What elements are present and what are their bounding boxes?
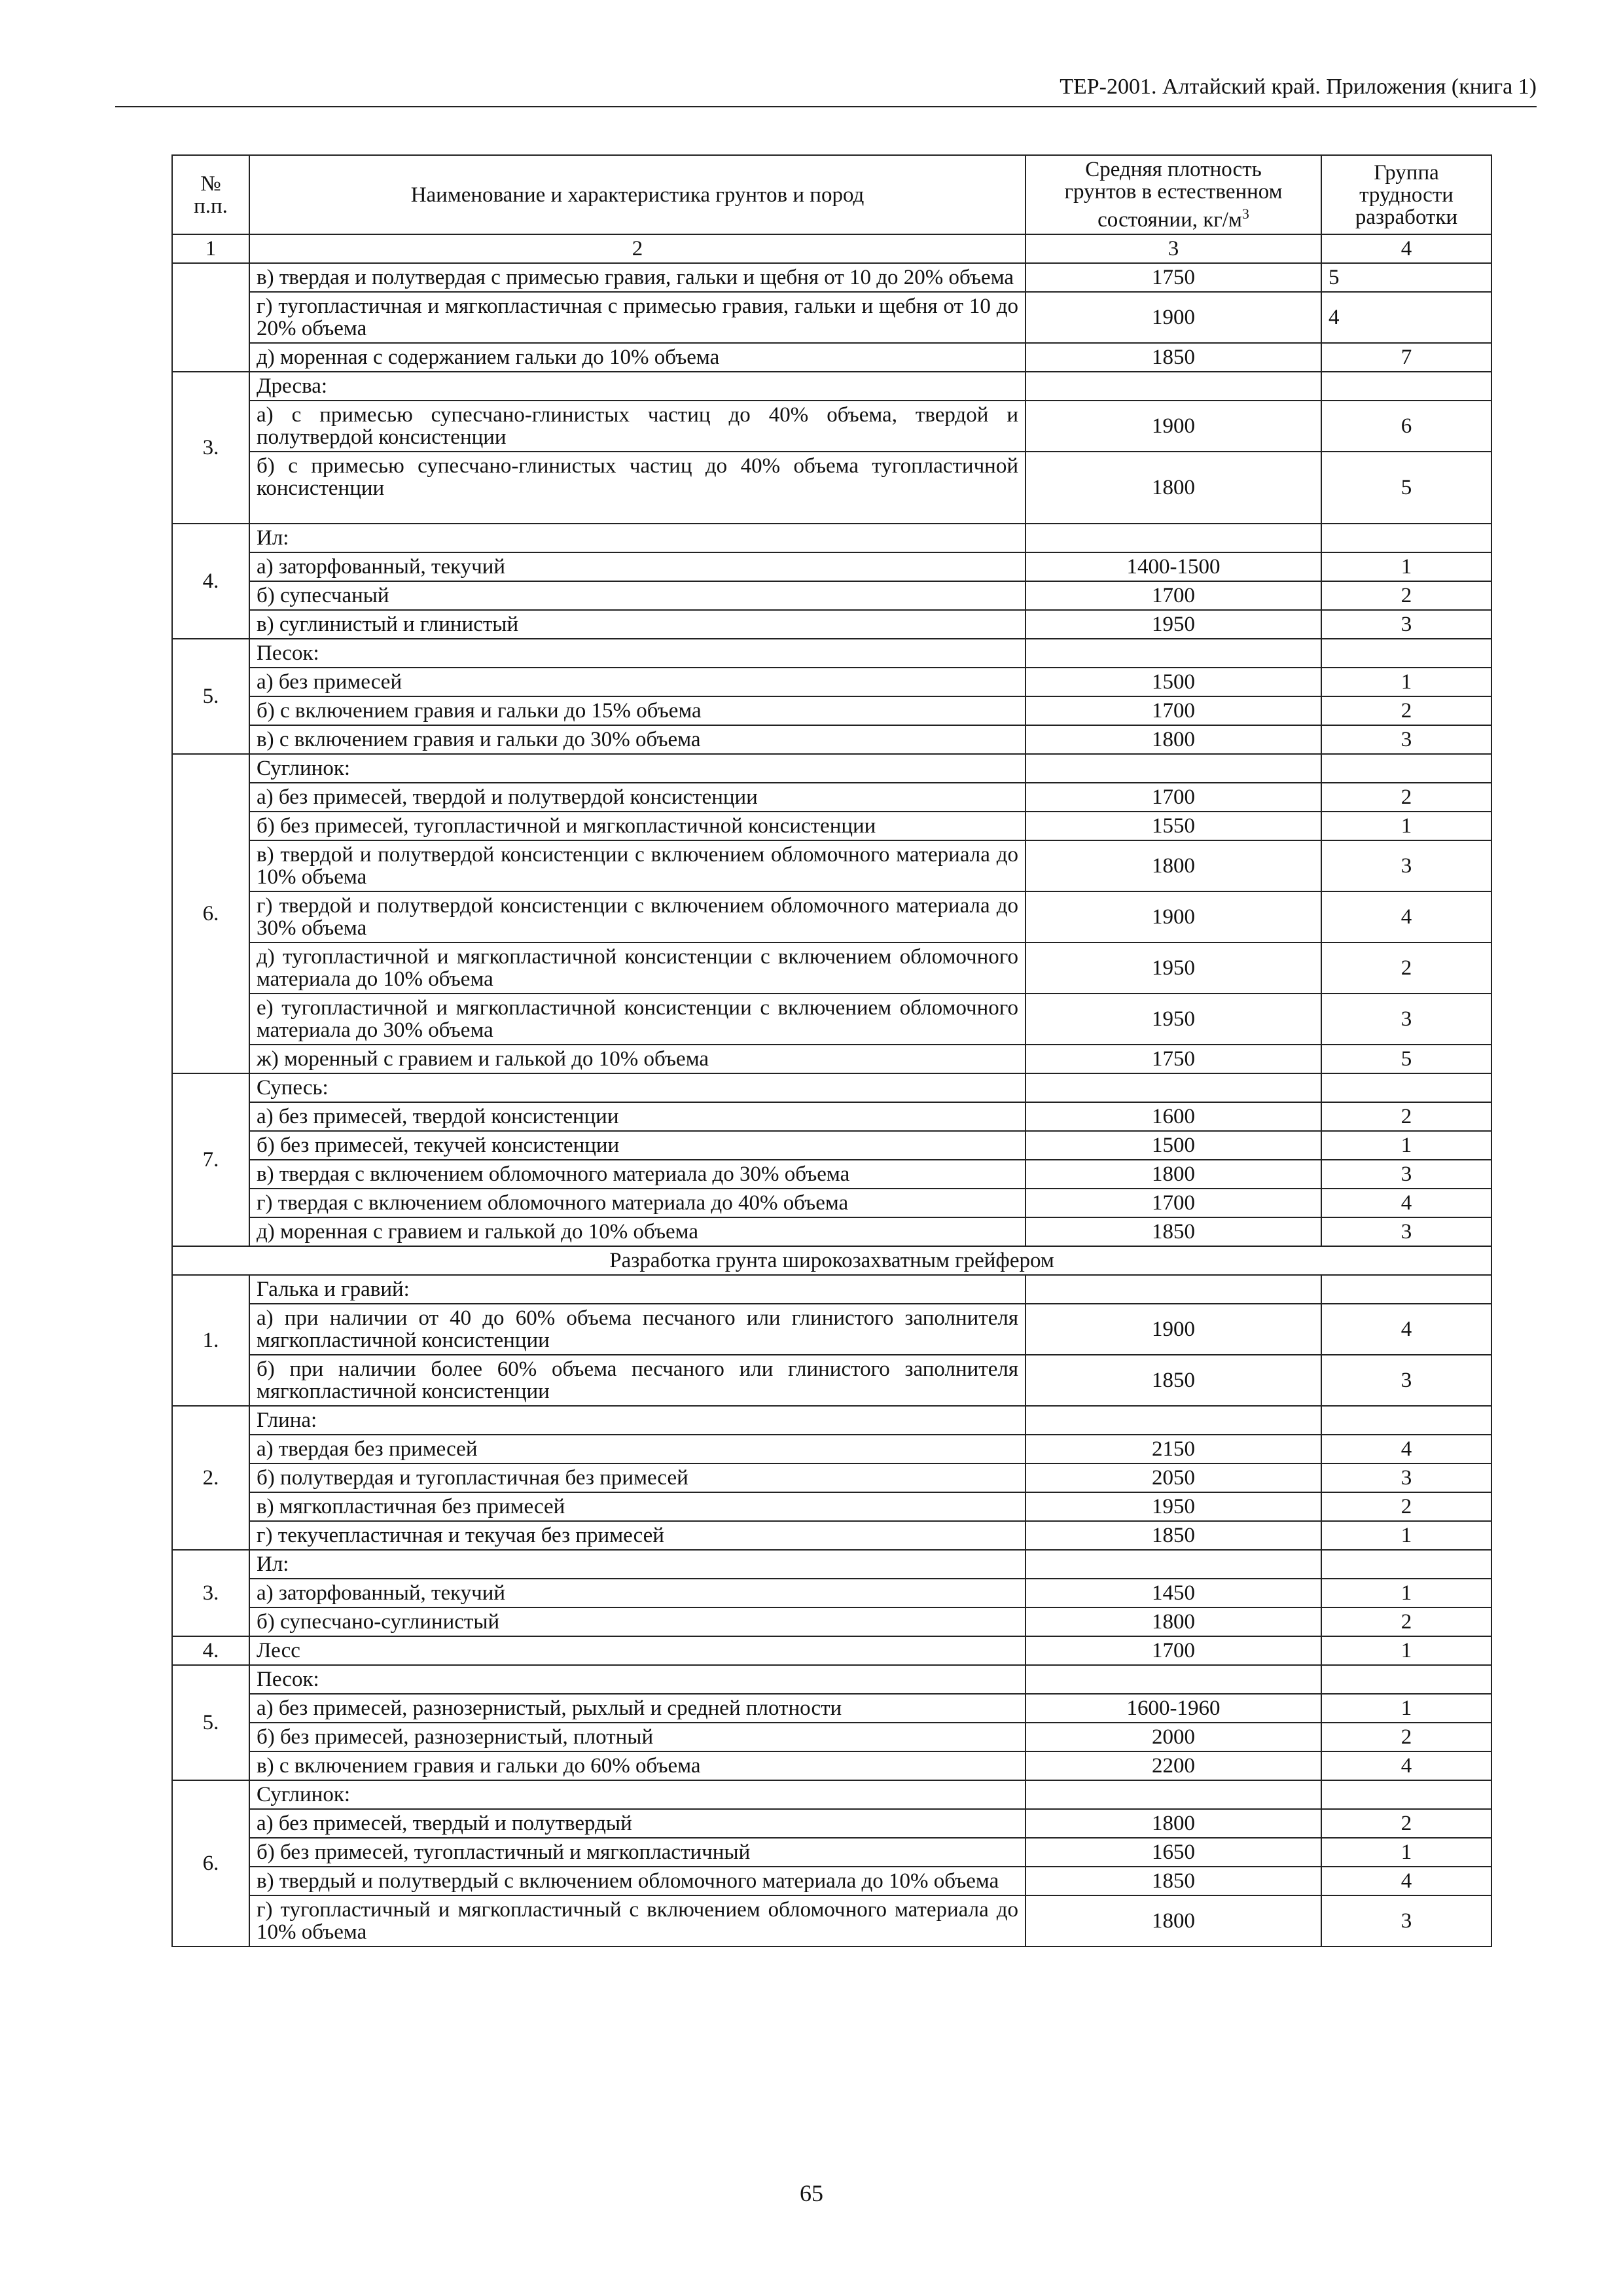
difficulty-group: 1 bbox=[1321, 552, 1491, 581]
difficulty-group: 1 bbox=[1321, 1838, 1491, 1867]
difficulty-group: 2 bbox=[1321, 783, 1491, 812]
density-value: 1700 bbox=[1026, 696, 1321, 725]
density-value: 1850 bbox=[1026, 1867, 1321, 1895]
soil-description: в) с включением гравия и гальки до 60% объема bbox=[249, 1751, 1026, 1780]
difficulty-group: 5 bbox=[1321, 1045, 1491, 1073]
difficulty-group: 1 bbox=[1321, 812, 1491, 840]
table-row bbox=[172, 1579, 1491, 1607]
soil-description: а) без примесей, твердый и полутвердый bbox=[249, 1809, 1026, 1838]
group-empty bbox=[1321, 1665, 1491, 1694]
density-value: 1750 bbox=[1026, 1045, 1321, 1073]
soil-category-heading: Дресва: bbox=[249, 372, 1026, 401]
density-value: 1700 bbox=[1026, 1189, 1321, 1217]
density-value: 1850 bbox=[1026, 1355, 1321, 1406]
table-row bbox=[172, 263, 1491, 292]
difficulty-group: 1 bbox=[1321, 1579, 1491, 1607]
column-number-2: 2 bbox=[249, 234, 1026, 263]
table-row bbox=[172, 610, 1491, 639]
difficulty-group: 4 bbox=[1321, 1189, 1491, 1217]
density-value: 1400-1500 bbox=[1026, 552, 1321, 581]
table-header-row bbox=[172, 155, 1491, 234]
soil-category-heading: Песок: bbox=[249, 639, 1026, 668]
table-row bbox=[172, 1809, 1491, 1838]
table-row bbox=[172, 725, 1491, 754]
density-value: 1850 bbox=[1026, 1521, 1321, 1550]
column-header-number-line1: № bbox=[200, 171, 221, 196]
density-empty bbox=[1026, 1550, 1321, 1579]
soil-category-heading: Суглинок: bbox=[249, 754, 1026, 783]
density-value: 1700 bbox=[1026, 581, 1321, 610]
group-empty bbox=[1321, 1550, 1491, 1579]
table-row bbox=[172, 1751, 1491, 1780]
soil-description: г) тугопластичная и мягкопластичная с примесью гравия, гальки и щебня от 10 до 20% объема bbox=[249, 292, 1026, 343]
density-unit-text: состоянии, кг/м bbox=[1097, 208, 1242, 232]
row-number: 3. bbox=[172, 1550, 249, 1636]
density-value: 1700 bbox=[1026, 783, 1321, 812]
density-value: 1950 bbox=[1026, 942, 1321, 994]
table-row bbox=[172, 1102, 1491, 1131]
density-value: 1600-1960 bbox=[1026, 1694, 1321, 1723]
soil-description: в) мягкопластичная без примесей bbox=[249, 1492, 1026, 1521]
column-header-group bbox=[1321, 155, 1491, 234]
table-row bbox=[172, 994, 1491, 1045]
table-row bbox=[172, 1492, 1491, 1521]
difficulty-group: 2 bbox=[1321, 1723, 1491, 1751]
group-heading-row bbox=[172, 524, 1491, 552]
table-row bbox=[172, 1217, 1491, 1246]
column-header-density-line1: Средняя плотность bbox=[1085, 158, 1262, 181]
difficulty-group: 3 bbox=[1321, 725, 1491, 754]
column-header-density bbox=[1026, 155, 1321, 234]
difficulty-group: 5 bbox=[1321, 263, 1491, 292]
soil-category-heading: Песок: bbox=[249, 1665, 1026, 1694]
density-empty bbox=[1026, 524, 1321, 552]
density-value: 1950 bbox=[1026, 1492, 1321, 1521]
group-empty bbox=[1321, 1073, 1491, 1102]
density-value: 1900 bbox=[1026, 1304, 1321, 1355]
soil-density-table bbox=[171, 154, 1492, 1947]
group-heading-row bbox=[172, 1275, 1491, 1304]
soil-description: в) твердая с включением обломочного материала до 30% объема bbox=[249, 1160, 1026, 1189]
density-value: 1800 bbox=[1026, 840, 1321, 891]
row-number bbox=[172, 263, 249, 372]
table-row bbox=[172, 1723, 1491, 1751]
density-value: 1800 bbox=[1026, 452, 1321, 524]
difficulty-group: 6 bbox=[1321, 401, 1491, 452]
soil-description: д) моренная с содержанием гальки до 10% объема bbox=[249, 343, 1026, 372]
column-header-density-line3 bbox=[1033, 203, 1314, 231]
difficulty-group: 3 bbox=[1321, 1895, 1491, 1946]
row-number: 1. bbox=[172, 1275, 249, 1406]
table-row bbox=[172, 1189, 1491, 1217]
table-row bbox=[172, 812, 1491, 840]
row-number: 5. bbox=[172, 639, 249, 754]
soil-description: ж) моренный с гравием и галькой до 10% объема bbox=[249, 1045, 1026, 1073]
group-heading-row bbox=[172, 1665, 1491, 1694]
table-row bbox=[172, 1131, 1491, 1160]
group-heading-row bbox=[172, 1780, 1491, 1809]
group-heading-row bbox=[172, 1406, 1491, 1435]
difficulty-group: 2 bbox=[1321, 1102, 1491, 1131]
density-value: 1500 bbox=[1026, 668, 1321, 696]
soil-description: б) с примесью супесчано-глинистых частиц до 40% объема тугопластичной консистенции bbox=[249, 452, 1026, 524]
difficulty-group: 1 bbox=[1321, 1694, 1491, 1723]
page-number: 65 bbox=[800, 2180, 823, 2206]
row-number: 7. bbox=[172, 1073, 249, 1246]
table-row bbox=[172, 1521, 1491, 1550]
difficulty-group: 2 bbox=[1321, 1607, 1491, 1636]
column-header-group-line2: трудности bbox=[1359, 183, 1454, 207]
column-header-number-line2: п.п. bbox=[194, 194, 228, 218]
table-row bbox=[172, 343, 1491, 372]
soil-description: б) с включением гравия и гальки до 15% объема bbox=[249, 696, 1026, 725]
table-row bbox=[172, 552, 1491, 581]
group-heading-row bbox=[172, 754, 1491, 783]
row-number: 4. bbox=[172, 1636, 249, 1665]
soil-category-heading: Галька и гравий: bbox=[249, 1275, 1026, 1304]
difficulty-group: 4 bbox=[1321, 1435, 1491, 1463]
difficulty-group: 3 bbox=[1321, 1160, 1491, 1189]
soil-description: г) тугопластичный и мягкопластичный с включением обломочного материала до 10% объема bbox=[249, 1895, 1026, 1946]
density-value: 1700 bbox=[1026, 1636, 1321, 1665]
column-header-group-line1: Группа bbox=[1374, 160, 1439, 185]
column-number-1: 1 bbox=[172, 234, 249, 263]
column-header-number bbox=[172, 155, 249, 234]
density-value: 1950 bbox=[1026, 610, 1321, 639]
table-row bbox=[172, 1045, 1491, 1073]
group-empty bbox=[1321, 1275, 1491, 1304]
soil-description: г) твердой и полутвердой консистенции с включением обломочного материала до 30% объема bbox=[249, 891, 1026, 942]
density-value: 1800 bbox=[1026, 1160, 1321, 1189]
running-header: ТЕР-2001. Алтайский край. Приложения (книга 1) bbox=[115, 73, 1537, 107]
soil-category-heading: Ил: bbox=[249, 524, 1026, 552]
soil-description: в) твердый и полутвердый с включением обломочного материала до 10% объема bbox=[249, 1867, 1026, 1895]
table-row bbox=[172, 401, 1491, 452]
difficulty-group: 4 bbox=[1321, 1751, 1491, 1780]
row-number: 2. bbox=[172, 1406, 249, 1550]
difficulty-group: 4 bbox=[1321, 1304, 1491, 1355]
table-row bbox=[172, 1636, 1491, 1665]
row-number: 6. bbox=[172, 1780, 249, 1946]
difficulty-group: 3 bbox=[1321, 1355, 1491, 1406]
soil-description: б) без примесей, тугопластичный и мягкопластичный bbox=[249, 1838, 1026, 1867]
density-value: 1450 bbox=[1026, 1579, 1321, 1607]
difficulty-group: 2 bbox=[1321, 696, 1491, 725]
column-header-group-line3: разработки bbox=[1355, 205, 1458, 229]
soil-category-heading: Ил: bbox=[249, 1550, 1026, 1579]
soil-category-heading: Супесь: bbox=[249, 1073, 1026, 1102]
column-number-3: 3 bbox=[1026, 234, 1321, 263]
soil-description: а) без примесей, твердой и полутвердой консистенции bbox=[249, 783, 1026, 812]
difficulty-group: 3 bbox=[1321, 1217, 1491, 1246]
table-row bbox=[172, 1694, 1491, 1723]
soil-description: в) твердой и полутвердой консистенции с включением обломочного материала до 10% объема bbox=[249, 840, 1026, 891]
difficulty-group: 3 bbox=[1321, 994, 1491, 1045]
column-header-name: Наименование и характеристика грунтов и пород bbox=[249, 155, 1026, 234]
soil-description: б) без примесей, текучей консистенции bbox=[249, 1131, 1026, 1160]
density-value: 1900 bbox=[1026, 401, 1321, 452]
soil-description: г) твердая с включением обломочного материала до 40% объема bbox=[249, 1189, 1026, 1217]
group-empty bbox=[1321, 1780, 1491, 1809]
density-empty bbox=[1026, 1406, 1321, 1435]
table-row bbox=[172, 891, 1491, 942]
density-value: 2200 bbox=[1026, 1751, 1321, 1780]
density-value: 1500 bbox=[1026, 1131, 1321, 1160]
soil-description: б) супесчано-суглинистый bbox=[249, 1607, 1026, 1636]
difficulty-group: 2 bbox=[1321, 581, 1491, 610]
table-row bbox=[172, 668, 1491, 696]
density-value: 1800 bbox=[1026, 1895, 1321, 1946]
group-heading-row bbox=[172, 1550, 1491, 1579]
table-row bbox=[172, 292, 1491, 343]
difficulty-group: 7 bbox=[1321, 343, 1491, 372]
row-number: 5. bbox=[172, 1665, 249, 1780]
table-row bbox=[172, 1355, 1491, 1406]
table-row bbox=[172, 581, 1491, 610]
soil-description: б) без примесей, тугопластичной и мягкопластичной консистенции bbox=[249, 812, 1026, 840]
column-number-4: 4 bbox=[1321, 234, 1491, 263]
difficulty-group: 2 bbox=[1321, 1492, 1491, 1521]
table-row bbox=[172, 942, 1491, 994]
density-empty bbox=[1026, 754, 1321, 783]
density-value: 1800 bbox=[1026, 1607, 1321, 1636]
group-heading-row bbox=[172, 372, 1491, 401]
table-row bbox=[172, 452, 1491, 524]
table-row bbox=[172, 1867, 1491, 1895]
difficulty-group: 5 bbox=[1321, 452, 1491, 524]
density-empty bbox=[1026, 1665, 1321, 1694]
density-empty bbox=[1026, 639, 1321, 668]
difficulty-group: 4 bbox=[1321, 292, 1491, 343]
table-row bbox=[172, 1304, 1491, 1355]
table-row bbox=[172, 1435, 1491, 1463]
group-empty bbox=[1321, 372, 1491, 401]
soil-description: б) полутвердая и тугопластичная без примесей bbox=[249, 1463, 1026, 1492]
difficulty-group: 4 bbox=[1321, 891, 1491, 942]
density-value: 1850 bbox=[1026, 343, 1321, 372]
density-value: 1600 bbox=[1026, 1102, 1321, 1131]
soil-description: д) моренная с гравием и галькой до 10% объема bbox=[249, 1217, 1026, 1246]
section-heading: Разработка грунта широкозахватным грейфером bbox=[172, 1246, 1491, 1275]
table-row bbox=[172, 1463, 1491, 1492]
soil-description: а) с примесью супесчано-глинистых частиц до 40% объема, твердой и полутвердой консистенции bbox=[249, 401, 1026, 452]
density-value: 1550 bbox=[1026, 812, 1321, 840]
group-empty bbox=[1321, 1406, 1491, 1435]
difficulty-group: 2 bbox=[1321, 942, 1491, 994]
density-value: 1950 bbox=[1026, 994, 1321, 1045]
density-value: 1850 bbox=[1026, 1217, 1321, 1246]
group-empty bbox=[1321, 639, 1491, 668]
column-numbers-row bbox=[172, 234, 1491, 263]
density-empty bbox=[1026, 1275, 1321, 1304]
density-value: 1900 bbox=[1026, 292, 1321, 343]
soil-description: а) заторфованный, текучий bbox=[249, 552, 1026, 581]
density-value: 1800 bbox=[1026, 725, 1321, 754]
group-empty bbox=[1321, 524, 1491, 552]
soil-description: в) суглинистый и глинистый bbox=[249, 610, 1026, 639]
soil-description: а) без примесей bbox=[249, 668, 1026, 696]
density-value: 1650 bbox=[1026, 1838, 1321, 1867]
soil-description: в) с включением гравия и гальки до 30% объема bbox=[249, 725, 1026, 754]
table-row bbox=[172, 1607, 1491, 1636]
soil-category-heading: Глина: bbox=[249, 1406, 1026, 1435]
density-value: 1800 bbox=[1026, 1809, 1321, 1838]
difficulty-group: 1 bbox=[1321, 1131, 1491, 1160]
row-number: 4. bbox=[172, 524, 249, 639]
soil-name: Лесс bbox=[249, 1636, 1026, 1665]
density-empty bbox=[1026, 1780, 1321, 1809]
section-heading-row bbox=[172, 1246, 1491, 1275]
soil-category-heading: Суглинок: bbox=[249, 1780, 1026, 1809]
table-body bbox=[172, 263, 1491, 1946]
difficulty-group: 3 bbox=[1321, 1463, 1491, 1492]
row-number: 3. bbox=[172, 372, 249, 524]
density-value: 1750 bbox=[1026, 263, 1321, 292]
soil-description: б) без примесей, разнозернистый, плотный bbox=[249, 1723, 1026, 1751]
density-value: 2150 bbox=[1026, 1435, 1321, 1463]
table-row bbox=[172, 696, 1491, 725]
soil-description: а) при наличии от 40 до 60% объема песчаного или глинистого заполнителя мягкопластичной консистенции bbox=[249, 1304, 1026, 1355]
group-heading-row bbox=[172, 1073, 1491, 1102]
soil-description: а) без примесей, твердой консистенции bbox=[249, 1102, 1026, 1131]
table-row bbox=[172, 1838, 1491, 1867]
soil-description: а) заторфованный, текучий bbox=[249, 1579, 1026, 1607]
density-empty bbox=[1026, 372, 1321, 401]
density-value: 2050 bbox=[1026, 1463, 1321, 1492]
density-value: 2000 bbox=[1026, 1723, 1321, 1751]
difficulty-group: 4 bbox=[1321, 1867, 1491, 1895]
difficulty-group: 1 bbox=[1321, 1636, 1491, 1665]
column-header-density-line2: грунтов в естественном bbox=[1064, 180, 1283, 204]
density-value: 1900 bbox=[1026, 891, 1321, 942]
difficulty-group: 3 bbox=[1321, 840, 1491, 891]
table-row bbox=[172, 1895, 1491, 1946]
soil-description: б) супесчаный bbox=[249, 581, 1026, 610]
table-row bbox=[172, 1160, 1491, 1189]
soil-description: д) тугопластичной и мягкопластичной консистенции с включением обломочного материала до 10% объема bbox=[249, 942, 1026, 994]
difficulty-group: 2 bbox=[1321, 1809, 1491, 1838]
table-row bbox=[172, 840, 1491, 891]
group-heading-row bbox=[172, 639, 1491, 668]
soil-description: а) без примесей, разнозернистый, рыхлый и средней плотности bbox=[249, 1694, 1026, 1723]
soil-description: а) твердая без примесей bbox=[249, 1435, 1026, 1463]
density-empty bbox=[1026, 1073, 1321, 1102]
group-empty bbox=[1321, 754, 1491, 783]
difficulty-group: 1 bbox=[1321, 1521, 1491, 1550]
soil-description: е) тугопластичной и мягкопластичной консистенции с включением обломочного материала до 30% объема bbox=[249, 994, 1026, 1045]
soil-description: б) при наличии более 60% объема песчаного или глинистого заполнителя мягкопластичной консистенции bbox=[249, 1355, 1026, 1406]
table-row bbox=[172, 783, 1491, 812]
density-unit-superscript: 3 bbox=[1241, 206, 1249, 222]
soil-description: г) текучепластичная и текучая без примесей bbox=[249, 1521, 1026, 1550]
row-number: 6. bbox=[172, 754, 249, 1073]
soil-description: в) твердая и полутвердая с примесью гравия, гальки и щебня от 10 до 20% объема bbox=[249, 263, 1026, 292]
difficulty-group: 3 bbox=[1321, 610, 1491, 639]
difficulty-group: 1 bbox=[1321, 668, 1491, 696]
